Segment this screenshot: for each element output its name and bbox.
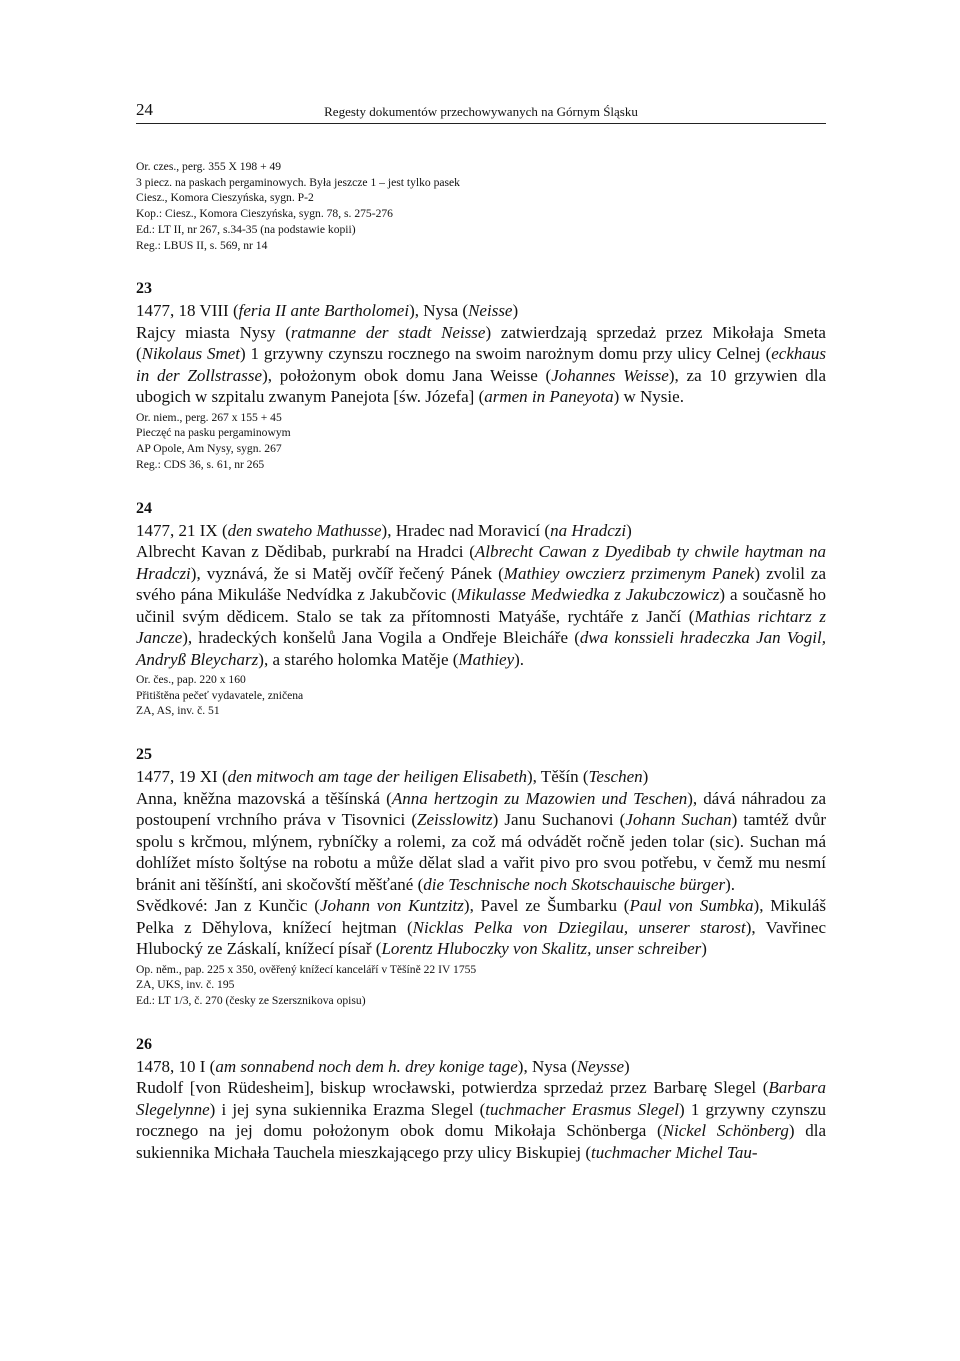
- entry-date-place: 1478, 10 I (am sonnabend noch dem h. drey konige tage), Nysa (Neysse): [136, 1056, 630, 1076]
- archival-note-line: Kop.: Ciesz., Komora Cieszyńska, sygn. 78, s. 275-276: [136, 207, 393, 221]
- archival-note-line: Ed.: LT II, nr 267, s.34-35 (na podstawie kopii): [136, 222, 356, 236]
- archival-note-line: Or. czes., perg. 355 X 198 + 49: [136, 160, 282, 173]
- regest-entry: [136, 279, 826, 472]
- archival-note-line: Reg.: LBUS II, s. 569, nr 14: [136, 238, 268, 252]
- archival-note-line: ZA, UKS, inv. č. 195: [136, 978, 235, 992]
- archival-note-line: Pieczęć na pasku pergaminowym: [136, 426, 291, 440]
- archival-note-line: 3 piecz. na paskach pergaminowych. Była jeszcze 1 – jest tylko pasek: [136, 175, 460, 189]
- entry-summary: Rudolf [von Rüdesheim], biskup wrocławski, potwierdza sprzedaż przez Barbarę Slegel (Barbara Slegelynne) i jej syna sukiennika Erazma Slegel (tuchmacher Erasmus Slegel) 1 grzywny czynszu rocznego na jej domu położonym obok domu Mikołaja Schönberga (Nickel Schönberg) dla sukiennika Michała Tauchela mieszkającego przy ulicy Biskupiej (tuchmacher Michel Tau-: [136, 1078, 826, 1162]
- archival-notes: [136, 159, 826, 253]
- entry-date-place: 1477, 18 VIII (feria II ante Bartholomei), Nysa (Neisse): [136, 301, 519, 321]
- running-title: Regesty dokumentów przechowywanych na Górnym Śląsku: [324, 104, 638, 119]
- page-number: 24: [136, 100, 153, 119]
- document-page: [136, 100, 826, 1163]
- entry-archival-notes: [136, 672, 826, 719]
- entry-summary: Albrecht Kavan z Dědibab, purkrabí na Hradci (Albrecht Cawan z Dyedibab ty chwile haytman na Hradczi), vyznává, že si Matěj ovčíř řečený Pánek (Mathiey owczierz przimenym Panek) zvolil za svého pána Mikuláše Nedvídka z Jakubčovic (Mikulasse Medwiedka z Jakubczowicz) a současně ho učinil svým dědicem. Stalo se tak za přítomnosti Matyáše, rychtáře z Jančí (Mathias richtarz z Jancze), hradeckých konšelů Jana Vogila a Ondřeje Bleicháře (dwa konssieli hradeczka Jan Vogil, Andryß Bleycharz), a starého holomka Matěje (Mathiey).: [136, 542, 827, 669]
- archival-note-line: Reg.: CDS 36, s. 61, nr 265: [136, 457, 265, 471]
- entry-number: 24: [136, 499, 152, 517]
- regest-entry: [136, 745, 826, 1009]
- archival-note-line: ZA, AS, inv. č. 51: [136, 704, 220, 718]
- page-header: [136, 100, 826, 124]
- regest-entry: [136, 499, 826, 720]
- archival-note-line: Op. něm., pap. 225 x 350, ověřený knížecí kanceláří v Těšíně 22 IV 1755: [136, 962, 477, 976]
- entry-number: 25: [136, 746, 152, 764]
- archival-note-line: AP Opole, Am Nysy, sygn. 267: [136, 442, 282, 456]
- archival-note-line: Přitištěna pečeť vydavatele, zničena: [136, 688, 304, 702]
- entry-summary: Svědkové: Jan z Kunčic (Johann von Kuntzitz), Pavel ze Šumbarku (Paul von Sumbka), Mikuláš Pelka z Děhylova, knížecí hejtman (Nicklas Pelka von Dziegilau, unserer starost), Vavřinec Hlubocký ze Záskalí, knížecí písař (Lorentz Hluboczky von Skalitz, unser schreiber): [136, 896, 826, 959]
- regest-entry: [136, 1035, 826, 1164]
- entry-archival-notes: [136, 410, 826, 473]
- entry-archival-notes: [136, 962, 826, 1009]
- entry-number: 26: [136, 1035, 152, 1053]
- archival-note-line: Ciesz., Komora Cieszyńska, sygn. P-2: [136, 191, 314, 205]
- archival-note-line: Ed.: LT 1/3, č. 270 (česky ze Szersznikova opisu): [136, 994, 366, 1008]
- archival-note-line: Or. niem., perg. 267 x 155 + 45: [136, 410, 282, 424]
- entry-date-place: 1477, 19 XI (den mitwoch am tage der heiligen Elisabeth), Těšín (Teschen): [136, 767, 649, 787]
- entry-summary: Anna, kněžna mazovská a těšínská (Anna hertzogin zu Mazowien und Teschen), dává náhradou za postoupení vrchního práva v Tisovnici (Zeisslowitz) Janu Suchanovi (Johann Suchan) tamtéž dvůr spolu s krčmou, mlýnem, rybníčky a rolemi, za což má odvádět ročně jeden tolar (sic). Suchan má dohlížet místo šoltýse na robotu a může dělat slad a vařit pivo pro svou potřebu, v čemž mu nesmí bránit ani těšínští, ani skočovští měšťané (die Teschnische noch Skotschauische bürger).: [136, 788, 826, 894]
- archival-note-line: Or. čes., pap. 220 x 160: [136, 673, 246, 687]
- regest-entries: [136, 279, 826, 1163]
- entry-number: 23: [136, 280, 152, 298]
- entry-summary: Rajcy miasta Nysy (ratmanne der stadt Neisse) zatwierdzają sprzedaż przez Mikołaja Smeta (Nikolaus Smet) 1 grzywny czynszu rocznego na swoim narożnym domu przy ulicy Celnej (eckhaus in der Zollstrasse), położonym obok domu Jana Weisse (Johannes Weisse), za 10 grzywien dla ubogich w szpitalu zwanym Panejota [św. Józefa] (armen in Paneyota) w Nysie.: [136, 322, 826, 407]
- entry-date-place: 1477, 21 IX (den swateho Mathusse), Hradec nad Moravicí (na Hradczi): [136, 520, 632, 540]
